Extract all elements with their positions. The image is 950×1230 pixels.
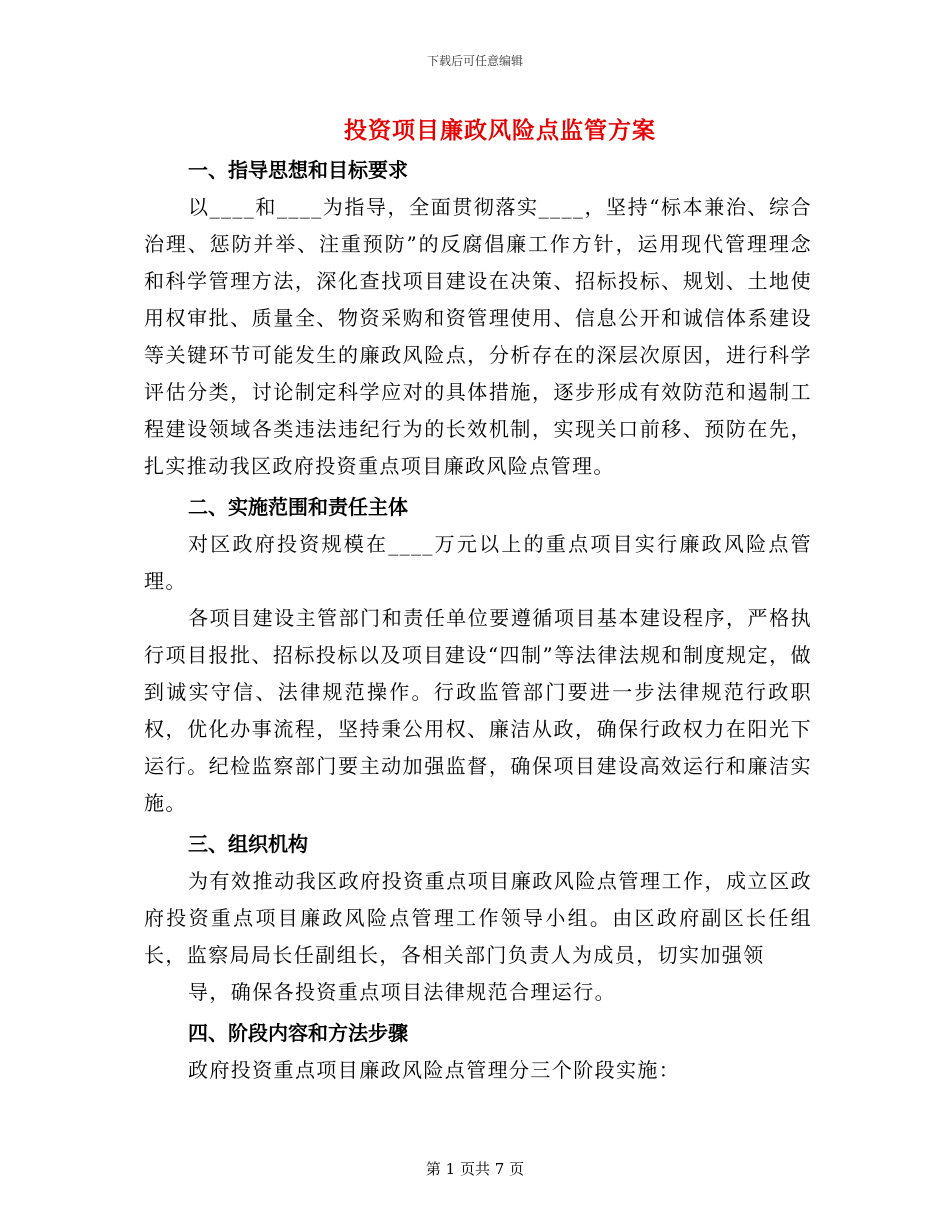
section-heading: 三、组织机构 <box>188 832 308 856</box>
document-title: 投资项目廉政风险点监管方案 <box>344 117 656 144</box>
section-heading: 二、实施范围和责任主体 <box>188 495 408 519</box>
paragraph: 各项目建设主管部门和责任单位要遵循项目基本建设程序，严格执行项目报批、招标投标以及项目建设“四制”等法律法规和制度规定，做到诚实守信、法律规范操作。行政监管部门要进一步法律规范行政职权，优化办事流程，坚持秉公用权、廉洁从政，确保行政权力在阳光下运行。纪检监察部门要主动加强监督，确保项目建设高效运行和廉洁实施。 <box>144 606 812 815</box>
header-note: 下载后可任意编辑 <box>426 54 523 68</box>
section-heading: 一、指导思想和目标要求 <box>188 158 408 182</box>
page-footer: 第 1 页共 7 页 <box>425 1160 525 1178</box>
paragraph: 对区政府投资规模在____万元以上的重点项目实行廉政风险点管理。 <box>144 532 812 593</box>
paragraph: 政府投资重点项目廉政风险点管理分三个阶段实施： <box>188 1058 681 1082</box>
paragraph: 为有效推动我区政府投资重点项目廉政风险点管理工作，成立区政府投资重点项目廉政风险点管理工作领导小组。由区政府副区长任组长，监察局局长任副组长，各相关部门负责人为成员，切实加强领 <box>144 869 812 967</box>
paragraph: 导，确保各投资重点项目法律规范合理运行。 <box>188 980 616 1004</box>
section-heading: 四、阶段内容和方法步骤 <box>188 1021 408 1045</box>
paragraph: 以____和____为指导，全面贯彻落实____，坚持“标本兼治、综合治理、惩防并举、注重预防”的反腐倡廉工作方针，运用现代管理理念和科学管理方法，深化查找项目建设在决策、招标投标、规划、土地使用权审批、质量全、物资采购和资管理使用、信息公开和诚信体系建设等关键环节可能发生的廉政风险点，分析存在的深层次原因，进行科学评估分类，讨论制定科学应对的具体措施，逐步形成有效防范和遏制工程建设领域各类违法违纪行为的长效机制，实现关口前移、预防在先，扎实推动我区政府投资重点项目廉政风险点管理。 <box>144 195 812 478</box>
document-body <box>144 152 812 1089</box>
